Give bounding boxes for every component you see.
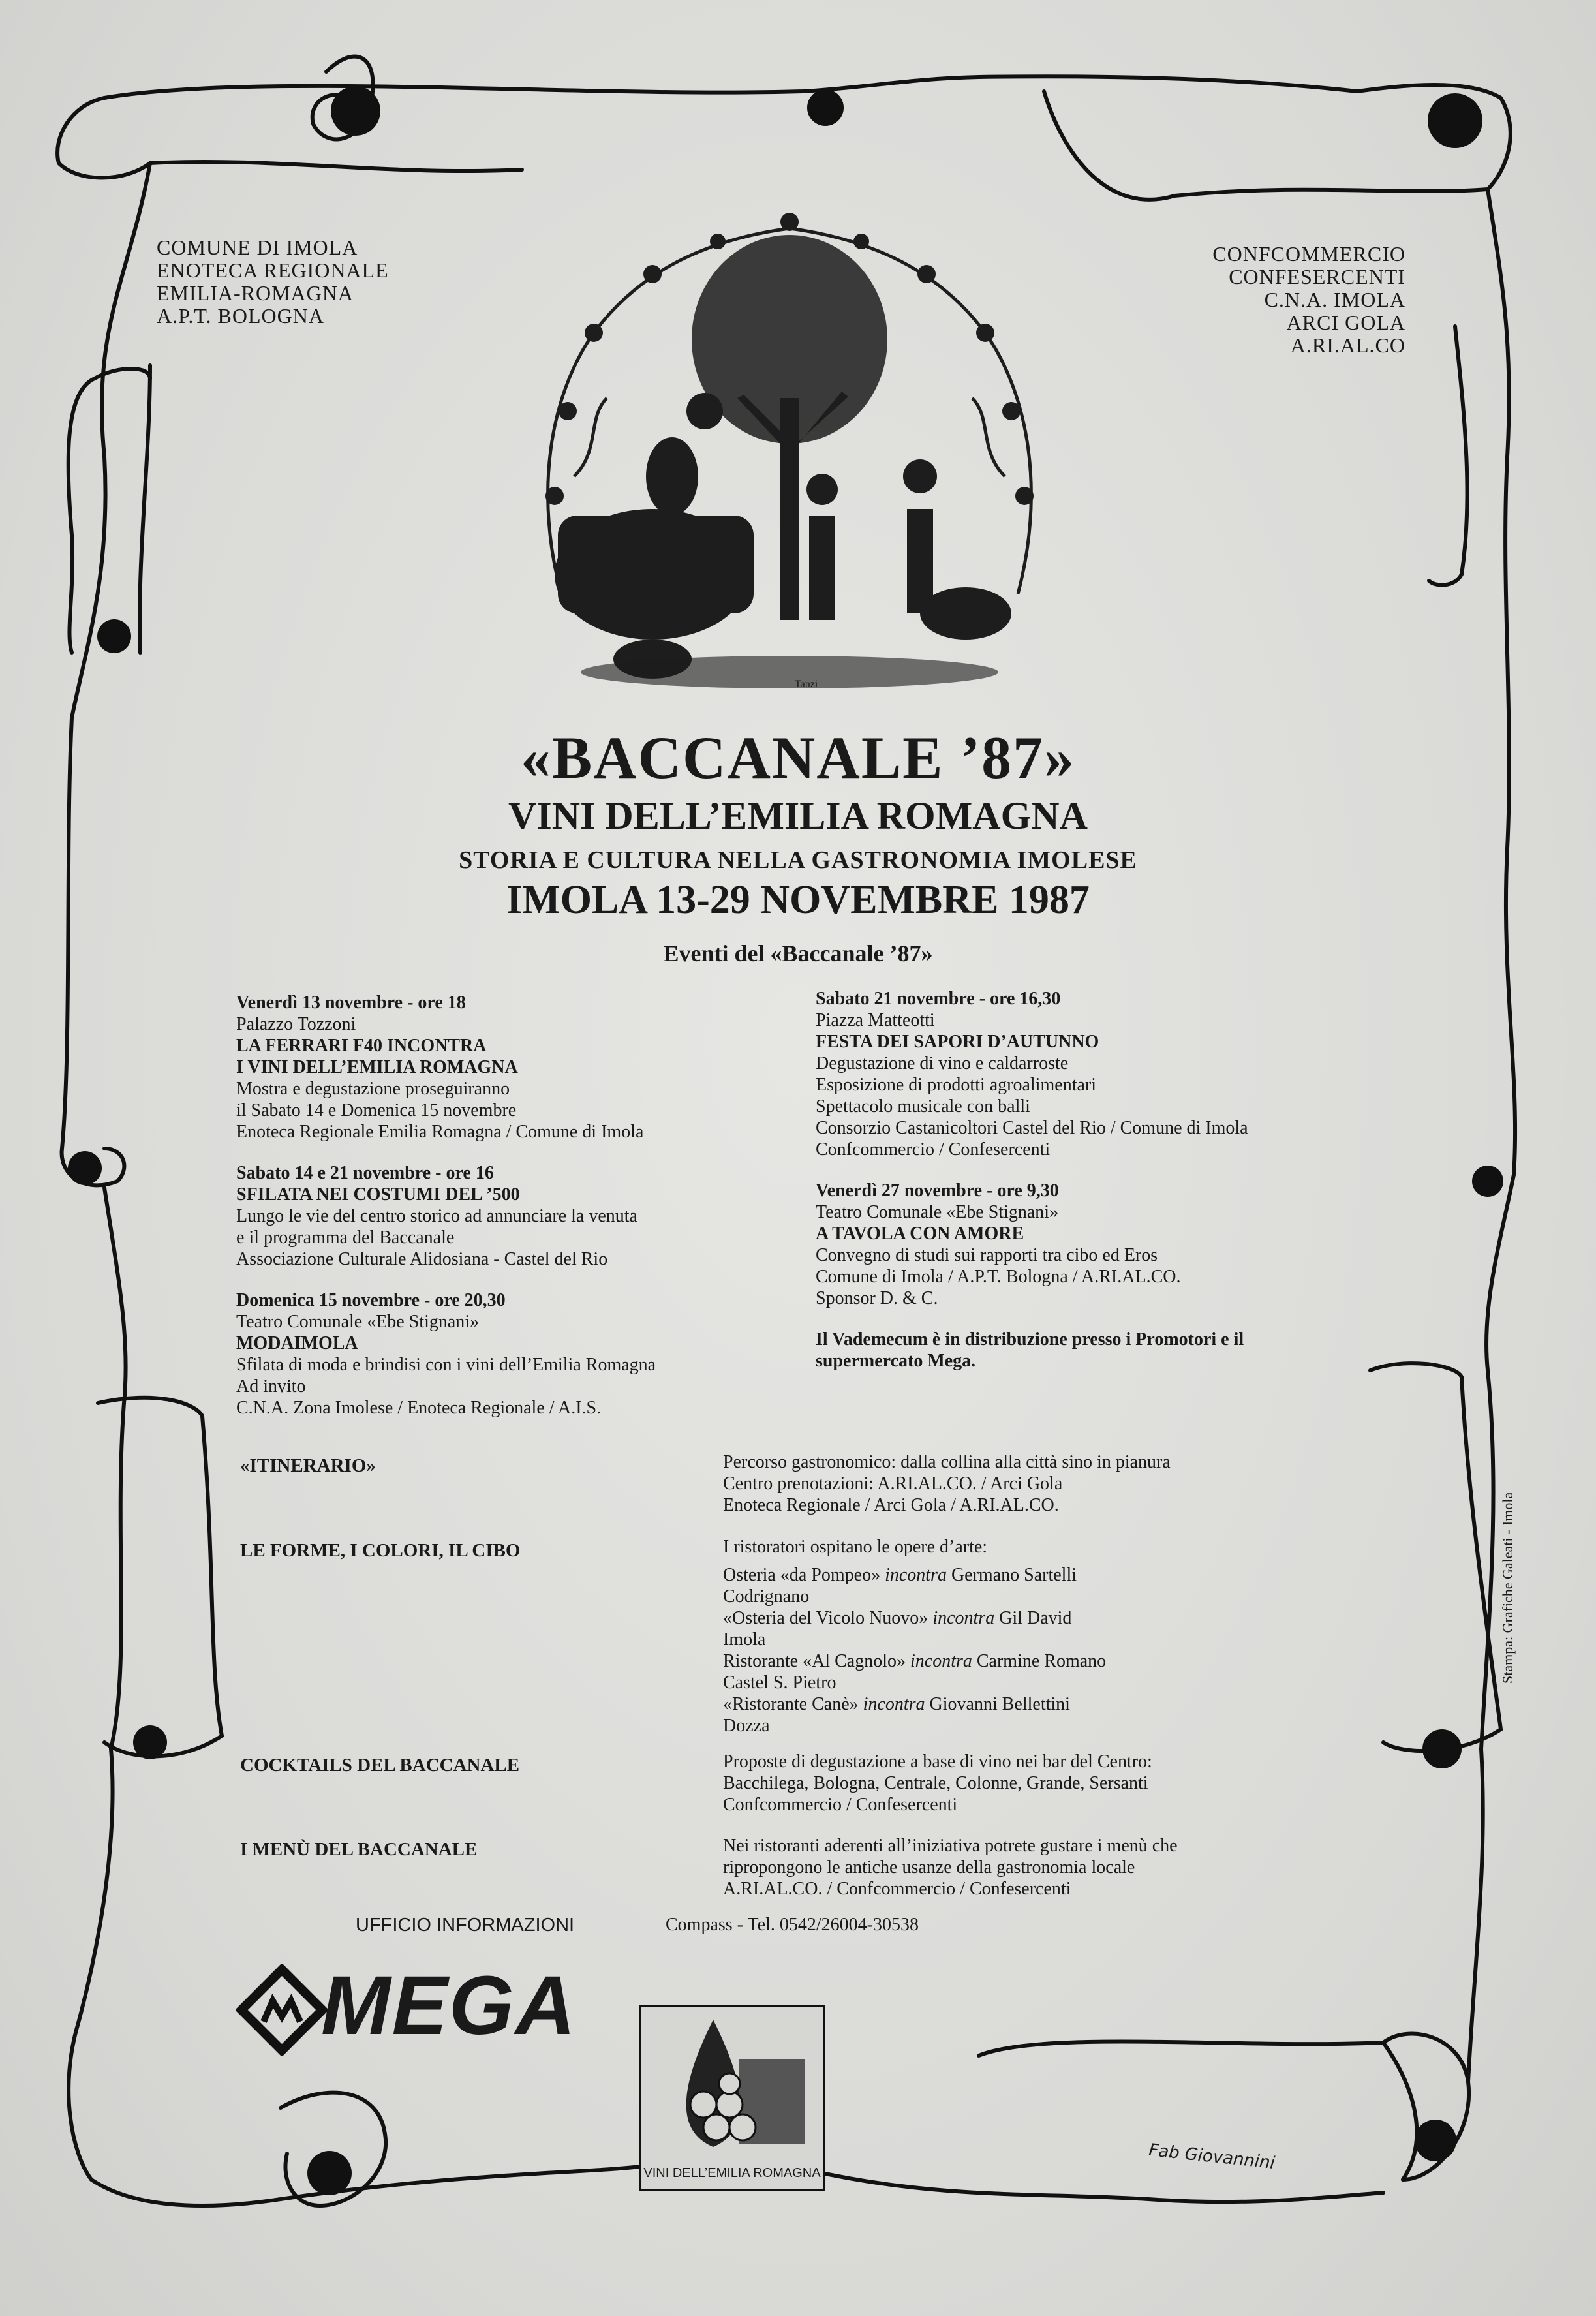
page-title: «BACCANALE ’87» [520,724,1076,791]
event-block [816,1329,1244,1372]
event-line: Sfilata di moda e brindisi con i vini dell’Emilia Romagna [236,1355,656,1375]
sponsor-line: A.RI.AL.CO [1290,333,1405,357]
event-line: Ad invito [236,1376,306,1397]
event-line: Teatro Comunale «Ebe Stignani» [236,1312,480,1332]
program-line: Ristorante «Al Cagnolo» incontra Carmine Romano [723,1651,1107,1671]
mega-diamond-icon [236,1964,328,2056]
event-line: Consorzio Castanicoltori Castel del Rio / Comune di Imola [816,1118,1248,1138]
program-line: Bacchilega, Bologna, Centrale, Colonne, Grande, Sersanti [723,1773,1148,1793]
wine-logo-caption: VINI DELL’EMILIA ROMAGNA [643,2166,821,2180]
program-line: Proposte di degustazione a base di vino nei bar del Centro: [723,1752,1152,1772]
event-line: Degustazione di vino e caldarroste [816,1053,1069,1073]
printer-credit: Stampa: Grafiche Galeati - Imola [1499,1492,1516,1684]
program-line: Dozza [723,1716,770,1736]
vini-emilia-romagna-logo [639,2005,825,2191]
sponsor-line: EMILIA-ROMAGNA [157,281,354,305]
program-line: ripropongono le antiche usanze della gastronomia locale [723,1857,1135,1877]
program-text [723,1751,1152,1815]
event-block [236,992,643,1143]
event-line: Comune di Imola / A.P.T. Bologna / A.RI.AL.CO. [816,1267,1181,1287]
events-heading: Eventi del «Baccanale ’87» [663,940,933,966]
program-line: Confcommercio / Confesercenti [723,1795,958,1815]
program-text [723,1835,1178,1900]
event-line: supermercato Mega. [816,1351,976,1371]
sponsor-line: ENOTECA REGIONALE [157,258,389,282]
sponsors-left [157,236,389,328]
tagline: STORIA E CULTURA NELLA GASTRONOMIA IMOLESE [459,846,1137,874]
event-line: Mostra e degustazione proseguiranno [236,1079,510,1099]
program-line [723,1558,1106,1564]
event-line: Associazione Culturale Alidosiana - Castel del Rio [236,1249,608,1269]
program-line: Osteria «da Pompeo» incontra Germano Sartelli [723,1565,1077,1585]
event-line: SFILATA NEI COSTUMI DEL ’500 [236,1184,520,1205]
event-block [236,1289,656,1419]
event-line: I VINI DELL’EMILIA ROMAGNA [236,1057,518,1077]
artist-signature: Fab Giovannini [1147,2140,1276,2174]
event-line: Sabato 14 e 21 novembre - ore 16 [236,1163,494,1183]
program-line: Castel S. Pietro [723,1673,836,1693]
grape-drop-icon [641,2007,823,2163]
event-line: il Sabato 14 e Domenica 15 novembre [236,1100,517,1120]
mega-logo [236,1959,577,2056]
event-line: Spettacolo musicale con balli [816,1096,1030,1117]
info-label: UFFICIO INFORMAZIONI [356,1915,575,1936]
event-line: Sabato 21 novembre - ore 16,30 [816,989,1061,1009]
program-text [723,1451,1171,1516]
program-text [723,1536,1106,1737]
sponsor-line: A.P.T. BOLOGNA [157,304,324,328]
sponsors-right [1212,243,1405,357]
program-line: Codrignano [723,1586,810,1607]
subtitle: VINI DELL’EMILIA ROMAGNA [508,794,1088,837]
program-label: «ITINERARIO» [240,1455,376,1476]
event-line: Piazza Matteotti [816,1010,935,1030]
program-label: LE FORME, I COLORI, IL CIBO [240,1540,521,1561]
event-line: e il programma del Baccanale [236,1227,455,1248]
program-line: «Osteria del Vicolo Nuovo» incontra Gil David [723,1608,1072,1628]
event-line: Domenica 15 novembre - ore 20,30 [236,1290,506,1310]
event-line: MODAIMOLA [236,1333,358,1353]
event-line: Esposizione di prodotti agroalimentari [816,1075,1097,1095]
event-line: Teatro Comunale «Ebe Stignani» [816,1202,1059,1222]
program-line: Imola [723,1629,766,1650]
event-line: Convegno di studi sui rapporti tra cibo ed Eros [816,1245,1158,1265]
sponsor-line: C.N.A. IMOLA [1264,288,1405,311]
event-line: A TAVOLA CON AMORE [816,1224,1024,1244]
program-line: Percorso gastronomico: dalla collina alla città sino in pianura [723,1452,1171,1472]
program-line: Centro prenotazioni: A.RI.AL.CO. / Arci Gola [723,1474,1063,1494]
program-line: Nei ristoranti aderenti all’iniziativa potrete gustare i menù che [723,1836,1178,1856]
event-line: Palazzo Tozzoni [236,1014,356,1034]
event-line: Sponsor D. & C. [816,1288,938,1308]
event-line: LA FERRARI F40 INCONTRA [236,1036,487,1056]
info-value: Compass - Tel. 0542/26004-30538 [666,1915,919,1935]
wine-harvest-illustration [522,202,1057,705]
event-line: Lungo le vie del centro storico ad annunciare la venuta [236,1206,637,1226]
sponsor-line: COMUNE DI IMOLA [157,236,358,259]
event-line: Enoteca Regionale Emilia Romagna / Comune di Imola [236,1122,644,1142]
event-line: Venerdì 13 novembre - ore 18 [236,993,466,1013]
sponsor-line: ARCI GOLA [1286,311,1405,334]
sponsor-line: CONFESERCENTI [1229,265,1405,288]
program-line: Enoteca Regionale / Arci Gola / A.RI.AL.CO. [723,1495,1059,1515]
mega-wordmark: MEGA [321,1959,577,2052]
program-label: I MENÙ DEL BACCANALE [240,1839,478,1860]
event-line: Confcommercio / Confesercenti [816,1139,1051,1160]
event-block [236,1162,637,1270]
program-line: I ristoratori ospitano le opere d’arte: [723,1537,988,1557]
event-block [816,988,1248,1160]
event-dates: IMOLA 13-29 NOVEMBRE 1987 [506,878,1090,922]
event-line: C.N.A. Zona Imolese / Enoteca Regionale / A.I.S. [236,1398,602,1418]
event-line: FESTA DEI SAPORI D’AUTUNNO [816,1032,1099,1052]
event-line: Venerdì 27 novembre - ore 9,30 [816,1181,1059,1201]
program-label: COCKTAILS DEL BACCANALE [240,1755,520,1776]
illustration-signature: Tanzi [795,679,818,690]
event-block [816,1180,1180,1309]
program-line: «Ristorante Canè» incontra Giovanni Bellettini [723,1694,1070,1714]
program-line: A.RI.AL.CO. / Confcommercio / Confesercenti [723,1879,1071,1899]
event-line: Il Vademecum è in distribuzione presso i Promotori e il [816,1329,1244,1350]
sponsor-line: CONFCOMMERCIO [1212,242,1405,266]
